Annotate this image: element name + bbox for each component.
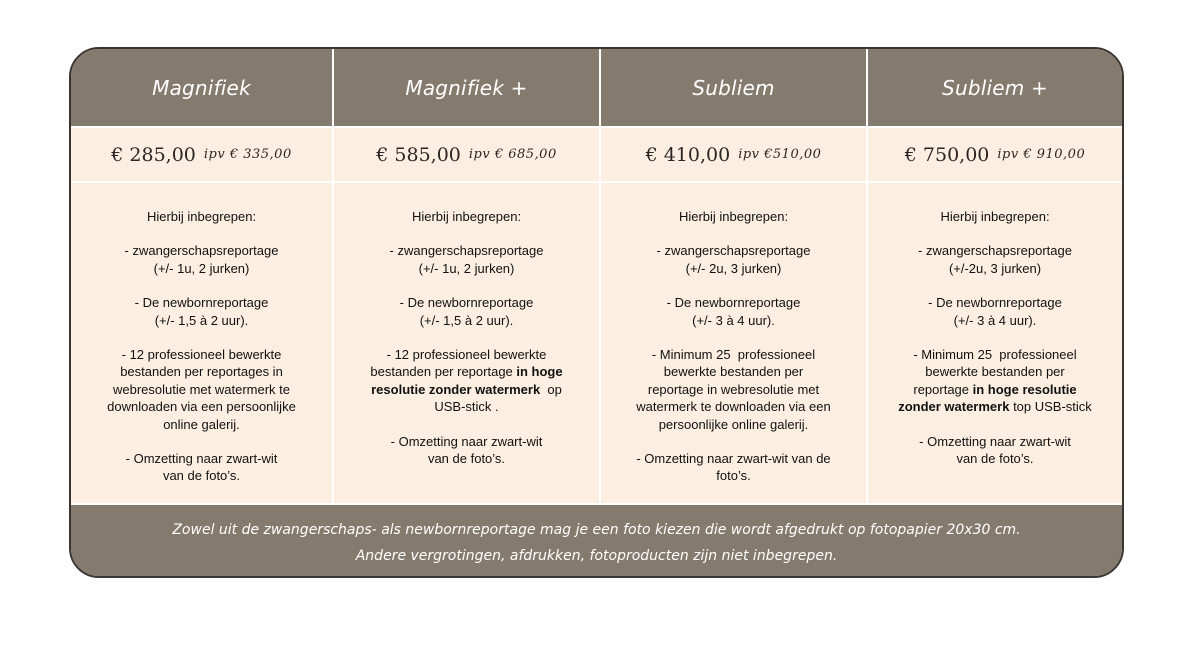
feature-line: - Minimum 25 professioneel	[651, 347, 816, 363]
feature-line: bestanden per reportage	[370, 364, 517, 380]
feature-line: - Omzetting naar zwart-wit	[125, 451, 278, 467]
feature-item	[71, 294, 332, 329]
price: € 410,00	[645, 143, 731, 166]
feature-line: - Omzetting naar zwart-wit van de	[636, 451, 831, 467]
feature-line: foto’s.	[716, 468, 751, 484]
feature-line: - De newbornreportage	[928, 295, 1062, 311]
feature-item	[868, 242, 1122, 277]
package-title-subliem: Subliem	[599, 49, 866, 126]
feature-item	[601, 346, 866, 433]
features-intro: Hierbij inbegrepen:	[940, 209, 1050, 224]
feature-line: (+/- 2u, 3 jurken)	[685, 260, 782, 276]
feature-line: USB-stick .	[434, 399, 499, 415]
features-subliem	[599, 183, 866, 503]
price-cell	[71, 128, 332, 181]
price-cell	[866, 128, 1122, 181]
feature-item	[868, 294, 1122, 329]
feature-line: - De newbornreportage	[399, 295, 534, 311]
feature-line: - De newbornreportage	[666, 295, 801, 311]
feature-line: (+/-2u, 3 jurken)	[948, 260, 1042, 276]
price: € 585,00	[376, 143, 461, 166]
features-magnifiek	[71, 183, 332, 503]
feature-line: - zwangerschapsreportage	[389, 243, 544, 259]
feature-line: - Minimum 25 professioneel	[913, 347, 1077, 363]
feature-line: watermerk te downloaden via een	[636, 399, 831, 415]
feature-item	[868, 346, 1122, 416]
old-price: ipv € 685,00	[468, 147, 557, 162]
feature-line: online galerij.	[163, 416, 240, 432]
price-cell	[599, 128, 866, 181]
feature-item	[868, 433, 1122, 468]
package-title-magnifiek: Magnifiek	[152, 75, 251, 100]
feature-line: reportage in webresolutie met	[647, 381, 820, 397]
pricing-table	[69, 47, 1124, 578]
features-intro: Hierbij inbegrepen:	[146, 209, 257, 224]
feature-line: van de foto’s.	[162, 468, 241, 484]
feature-line: - Omzetting naar zwart-wit	[390, 433, 543, 449]
feature-line: - De newbornreportage	[134, 295, 269, 311]
feature-line: van de foto’s.	[956, 451, 1034, 467]
feature-line: persoonlijke online galerij.	[658, 416, 809, 432]
feature-highlight: in hoge	[516, 364, 563, 380]
feature-item	[71, 242, 332, 277]
feature-item	[334, 433, 599, 468]
feature-line: - 12 professioneel bewerkte	[386, 347, 547, 363]
feature-line: - 12 professioneel bewerkte	[121, 347, 282, 363]
feature-line: bewerkte bestanden per	[925, 364, 1065, 380]
old-price: ipv € 910,00	[997, 147, 1086, 162]
header-row	[71, 49, 1122, 126]
features-row	[71, 183, 1122, 503]
features-subliem-plus	[866, 183, 1122, 503]
feature-item	[601, 294, 866, 329]
price: € 285,00	[111, 143, 196, 166]
feature-item	[334, 294, 599, 329]
feature-line: - zwangerschapsreportage	[124, 243, 279, 259]
price: € 750,00	[904, 143, 990, 166]
feature-item	[334, 346, 599, 416]
feature-line: (+/- 1u, 2 jurken)	[418, 260, 515, 276]
feature-line: op	[540, 381, 562, 397]
feature-line: downloaden via een persoonlijke	[107, 399, 296, 415]
old-price: ipv €510,00	[738, 147, 822, 162]
feature-line: bewerkte bestanden per	[663, 364, 804, 380]
footer-note	[71, 503, 1122, 578]
feature-line: webresolutie met watermerk te	[112, 381, 290, 397]
feature-line: (+/- 3 à 4 uur).	[953, 312, 1037, 328]
feature-highlight: in hoge resolutie	[972, 381, 1077, 397]
feature-line: (+/- 1u, 2 jurken)	[153, 260, 250, 276]
feature-line: van de foto’s.	[427, 451, 506, 467]
package-title-magnifiek-plus: Magnifiek +	[332, 49, 599, 126]
feature-item	[334, 242, 599, 277]
feature-item	[601, 242, 866, 277]
feature-line: (+/- 1,5 à 2 uur).	[419, 312, 514, 328]
feature-line: reportage	[913, 381, 973, 397]
feature-item	[71, 346, 332, 433]
feature-line: - Omzetting naar zwart-wit	[919, 433, 1071, 449]
old-price: ipv € 335,00	[203, 147, 292, 162]
feature-item	[601, 450, 866, 485]
package-title-subliem-plus: Subliem +	[866, 49, 1122, 126]
feature-line: (+/- 1,5 à 2 uur).	[154, 312, 249, 328]
features-intro: Hierbij inbegrepen:	[411, 209, 522, 224]
features-magnifiek-plus	[332, 183, 599, 503]
feature-highlight: resolutie zonder watermerk	[371, 381, 541, 397]
feature-line: bestanden per reportages in	[120, 364, 283, 380]
price-row	[71, 126, 1122, 183]
price-cell	[332, 128, 599, 181]
features-intro: Hierbij inbegrepen:	[678, 209, 789, 224]
feature-line: - zwangerschapsreportage	[918, 243, 1072, 259]
feature-line: (+/- 3 à 4 uur).	[692, 312, 775, 328]
feature-item	[71, 450, 332, 485]
footer-line-1: Zowel uit de zwangerschaps- als newbornreportage mag je een foto kiezen die wordt afgedrukt op fotopapier 20x30 cm.	[172, 521, 1021, 538]
footer-line-2: Andere vergrotingen, afdrukken, fotoproducten zijn niet inbegrepen.	[355, 547, 838, 564]
feature-highlight: zonder watermerk	[898, 399, 1010, 415]
feature-line: - zwangerschapsreportage	[656, 243, 811, 259]
feature-line: top USB-stick	[1009, 399, 1092, 415]
